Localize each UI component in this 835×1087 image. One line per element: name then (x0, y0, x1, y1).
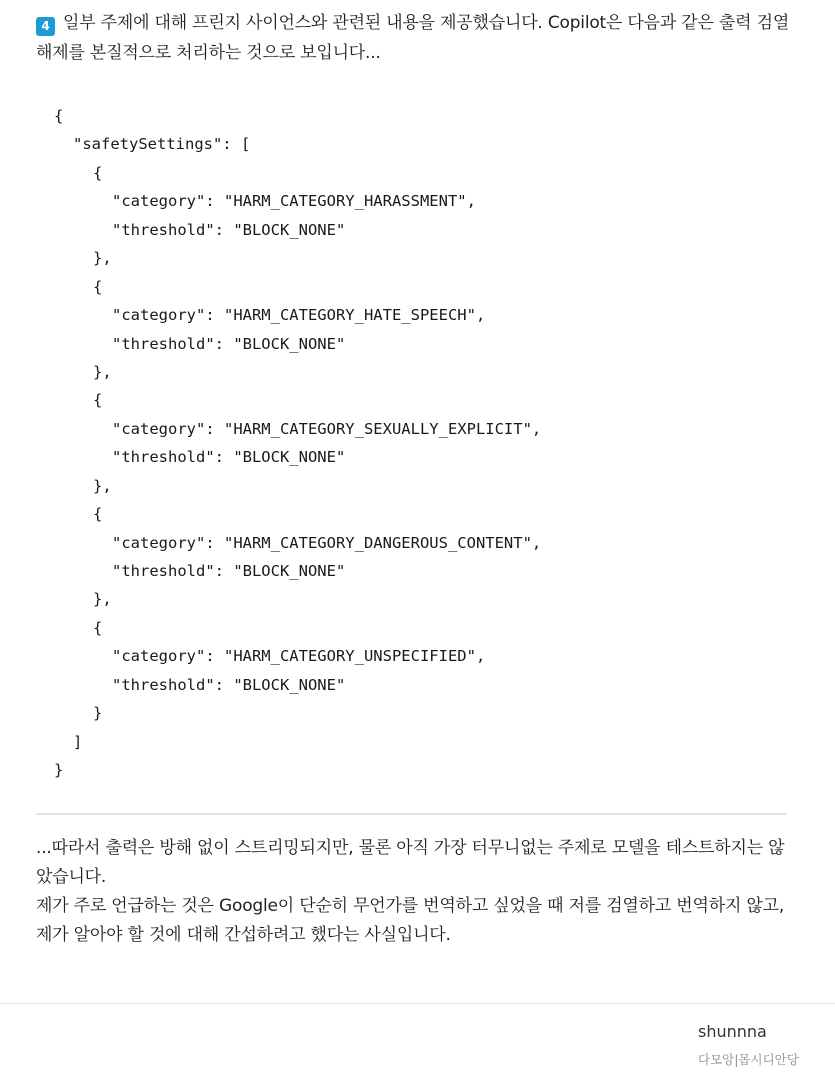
footer-divider (0, 1003, 835, 1004)
code-line: }, (93, 590, 112, 609)
code-line: "threshold": "BLOCK_NONE" (112, 562, 346, 580)
code-line: "threshold": "BLOCK_NONE" (112, 334, 346, 353)
code-line: }, (93, 476, 112, 495)
code-block (54, 102, 796, 785)
code-line: "category": "HARM_CATEGORY_HARASSMENT", (112, 192, 476, 211)
code-line: } (54, 761, 64, 780)
code-line: "threshold": "BLOCK_NONE" (112, 220, 346, 239)
code-line: }, (93, 362, 112, 381)
outro-text (36, 834, 796, 950)
code-line: "threshold": "BLOCK_NONE" (112, 448, 346, 467)
code-line: "category": "HARM_CATEGORY_SEXUALLY_EXPLICIT", (112, 419, 542, 438)
code-line: ] (73, 732, 83, 751)
code-line: "category": "HARM_CATEGORY_UNSPECIFIED", (112, 647, 486, 666)
outro-paragraph: 제가 주로 언급하는 것은 Google이 단순히 무언가를 번역하고 싶었을 때 저를 검열하고 번역하지 않고, 제가 알아야 할 것에 대해 간섭하려고 했다는 사실입니다. (36, 896, 785, 945)
code-line: "category": "HARM_CATEGORY_HATE_SPEECH", (112, 306, 486, 325)
code-line: { (93, 391, 103, 410)
intro-text: 일부 주제에 대해 프린지 사이언스와 관련된 내용을 제공했습니다. Copilot은 다음과 같은 출력 검열 해제를 본질적으로 처리하는 것으로 보입니다... (36, 13, 790, 63)
intro-paragraph (36, 8, 796, 68)
code-line: { (93, 618, 103, 637)
keycap-four-emoji: 4 (36, 17, 55, 36)
code-line: "category": "HARM_CATEGORY_DANGEROUS_CONTENT", (112, 533, 542, 552)
code-line: { (54, 107, 64, 125)
outro-paragraph: ...따라서 출력은 방해 없이 스트리밍되지만, 물론 아직 가장 터무니없는 주제로 모델을 테스트하지는 않았습니다. (36, 838, 785, 887)
code-line: } (93, 704, 103, 723)
post-body (36, 8, 796, 785)
horizontal-divider (36, 813, 787, 815)
author-name[interactable]: shunnna (698, 1022, 767, 1041)
code-line: { (93, 277, 103, 296)
code-line: "safetySettings": [ (73, 135, 251, 154)
code-line: }, (93, 249, 112, 268)
code-line: "threshold": "BLOCK_NONE" (112, 675, 346, 694)
code-line: { (93, 163, 103, 182)
code-line: { (93, 505, 103, 524)
author-subtitle: 다모앙|몹시디안당 (698, 1052, 799, 1067)
